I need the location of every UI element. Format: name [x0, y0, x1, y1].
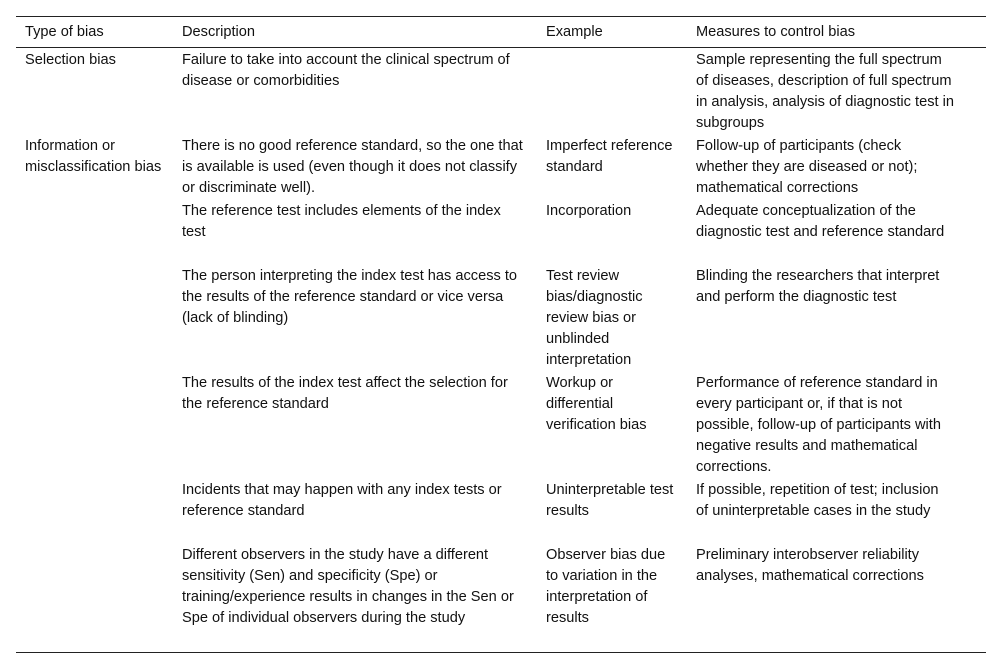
table-row — [16, 480, 986, 545]
description-cell: Different observers in the study have a different sensitivity (Sen) and specificity (Spe) or training/experience results in changes in the Sen or Spe of individual observers during the study — [182, 547, 514, 626]
description-cell: There is no good reference standard, so the one that is available is used (even though it does not classify or discriminate well). — [182, 138, 523, 196]
header-example: Example — [546, 23, 603, 40]
example-cell: Workup or differential verification bias — [546, 375, 647, 433]
measures-cell: Performance of reference standard in every participant or, if that is not possible, follow-up of participants with negative results and mathematical corrections. — [696, 375, 941, 475]
description-cell: Failure to take into account the clinical spectrum of disease or comorbidities — [182, 52, 510, 89]
measures-cell: Preliminary interobserver reliability analyses, mathematical corrections — [696, 547, 924, 584]
measures-cell: If possible, repetition of test; inclusion of uninterpretable cases in the study — [696, 482, 939, 519]
table-row — [16, 545, 986, 652]
table-row — [16, 201, 986, 266]
description-cell: Incidents that may happen with any index tests or reference standard — [182, 482, 502, 519]
example-cell: Imperfect reference standard — [546, 138, 673, 175]
header-type-of-bias: Type of bias — [25, 23, 104, 40]
table-header-row — [16, 17, 986, 48]
type-cell: Information or misclassification bias — [25, 138, 162, 175]
header-description: Description — [182, 23, 255, 40]
type-cell: Selection bias — [25, 52, 116, 68]
example-cell: Uninterpretable test results — [546, 482, 674, 519]
measures-cell: Follow-up of participants (check whether they are diseased or not); mathematical corrections — [696, 138, 918, 196]
measures-cell: Sample representing the full spectrum of diseases, description of full spectrum in analysis, analysis of diagnostic test in subgroups — [696, 52, 954, 131]
bias-table — [16, 16, 986, 653]
table-row — [16, 136, 986, 201]
example-cell: Incorporation — [546, 203, 632, 219]
example-cell: Test review bias/diagnostic review bias or unblinded interpretation — [546, 268, 643, 368]
table-row — [16, 373, 986, 480]
description-cell: The results of the index test affect the selection for the reference standard — [182, 375, 508, 412]
measures-cell: Adequate conceptualization of the diagnostic test and reference standard — [696, 203, 945, 240]
table-row — [16, 48, 986, 136]
header-measures: Measures to control bias — [696, 23, 855, 40]
description-cell: The person interpreting the index test has access to the results of the reference standard or vice versa (lack of blinding) — [182, 268, 518, 326]
table-row — [16, 266, 986, 373]
example-cell: Observer bias due to variation in the interpretation of results — [546, 547, 666, 626]
measures-cell: Blinding the researchers that interpret and perform the diagnostic test — [696, 268, 940, 305]
description-cell: The reference test includes elements of the index test — [182, 203, 501, 240]
